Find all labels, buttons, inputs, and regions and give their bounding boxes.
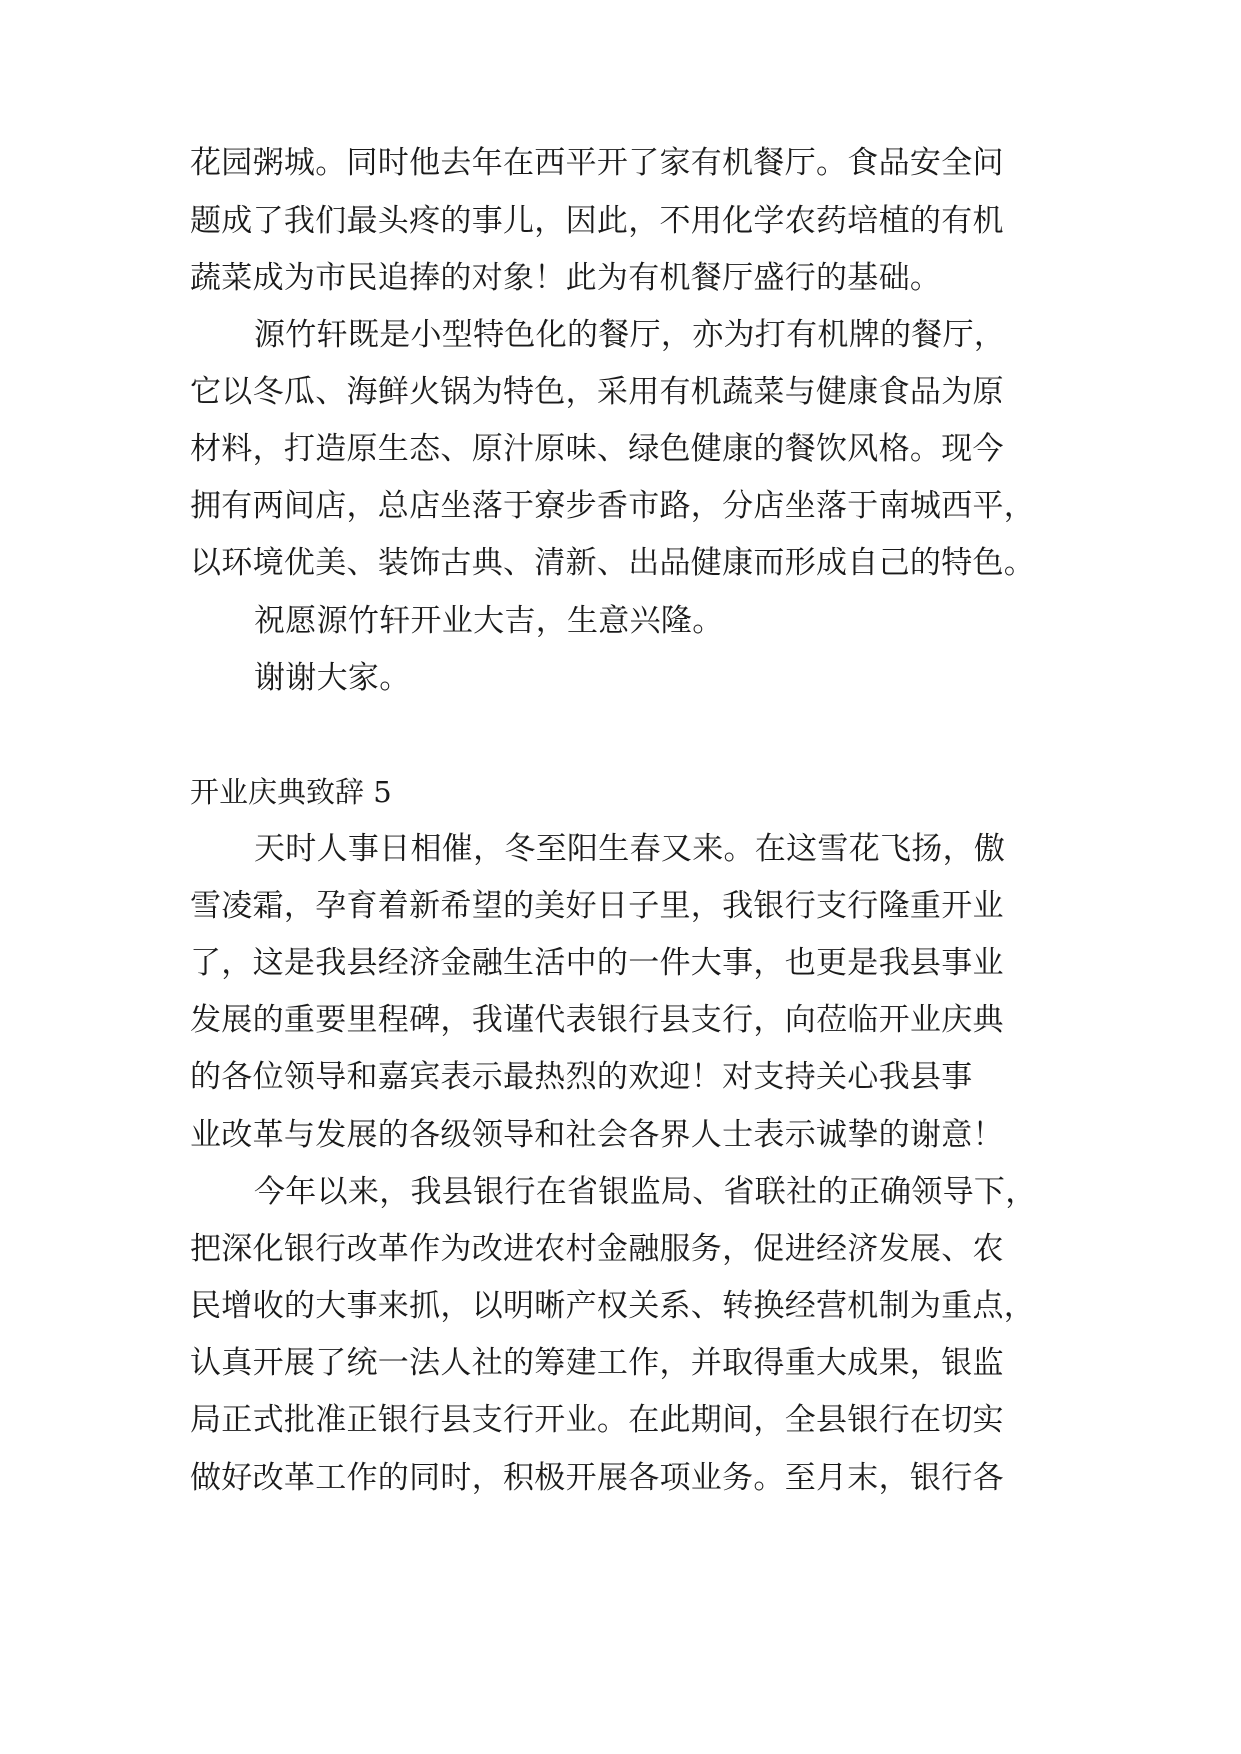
text-line: 的各位领导和嘉宾表示最热烈的欢迎！对支持关心我县事 <box>190 1059 973 1095</box>
text-line: 题成了我们最头疼的事儿，因此，不用化学农药培植的有机 <box>190 203 1004 239</box>
text-line: 源竹轩既是小型特色化的餐厅，亦为打有机牌的餐厅， <box>254 317 1006 353</box>
text-line: 拥有两间店，总店坐落于寮步香市路，分店坐落于南城西平， <box>190 488 1036 524</box>
text-line: 发展的重要里程碑，我谨代表银行县支行，向莅临开业庆典 <box>190 1002 1004 1038</box>
text-line: 以环境优美、装饰古典、清新、出品健康而形成自己的特色。 <box>190 545 1036 581</box>
text-line: 雪凌霜，孕育着新希望的美好日子里，我银行支行隆重开业 <box>190 888 1004 924</box>
text-line: 材料，打造原生态、原汁原味、绿色健康的餐饮风格。现今 <box>190 431 1004 467</box>
text-line: 蔬菜成为市民追捧的对象！此为有机餐厅盛行的基础。 <box>190 260 942 296</box>
text-line: 把深化银行改革作为改进农村金融服务，促进经济发展、农 <box>190 1231 1004 1267</box>
section-heading: 开业庆典致辞 5 <box>190 775 392 809</box>
text-line: 今年以来，我县银行在省银监局、省联社的正确领导下， <box>254 1174 1037 1210</box>
text-line: 做好改革工作的同时，积极开展各项业务。至月末，银行各 <box>190 1460 1004 1496</box>
thanks-line: 谢谢大家。 <box>254 660 411 696</box>
text-line: 它以冬瓜、海鲜火锅为特色，采用有机蔬菜与健康食品为原 <box>190 374 1004 410</box>
text-line: 花园粥城。同时他去年在西平开了家有机餐厅。食品安全问 <box>190 145 1004 181</box>
text-line: 业改革与发展的各级领导和社会各界人士表示诚挚的谢意！ <box>190 1117 1004 1153</box>
text-line: 了，这是我县经济金融生活中的一件大事，也更是我县事业 <box>190 945 1004 981</box>
wish-line: 祝愿源竹轩开业大吉，生意兴隆。 <box>254 603 724 639</box>
text-line: 民增收的大事来抓，以明晰产权关系、转换经营机制为重点， <box>190 1288 1036 1324</box>
text-line: 认真开展了统一法人社的筹建工作，并取得重大成果，银监 <box>190 1345 1004 1381</box>
text-line: 天时人事日相催，冬至阳生春又来。在这雪花飞扬，傲 <box>254 831 1006 867</box>
text-line: 局正式批准正银行县支行开业。在此期间，全县银行在切实 <box>190 1402 1004 1438</box>
